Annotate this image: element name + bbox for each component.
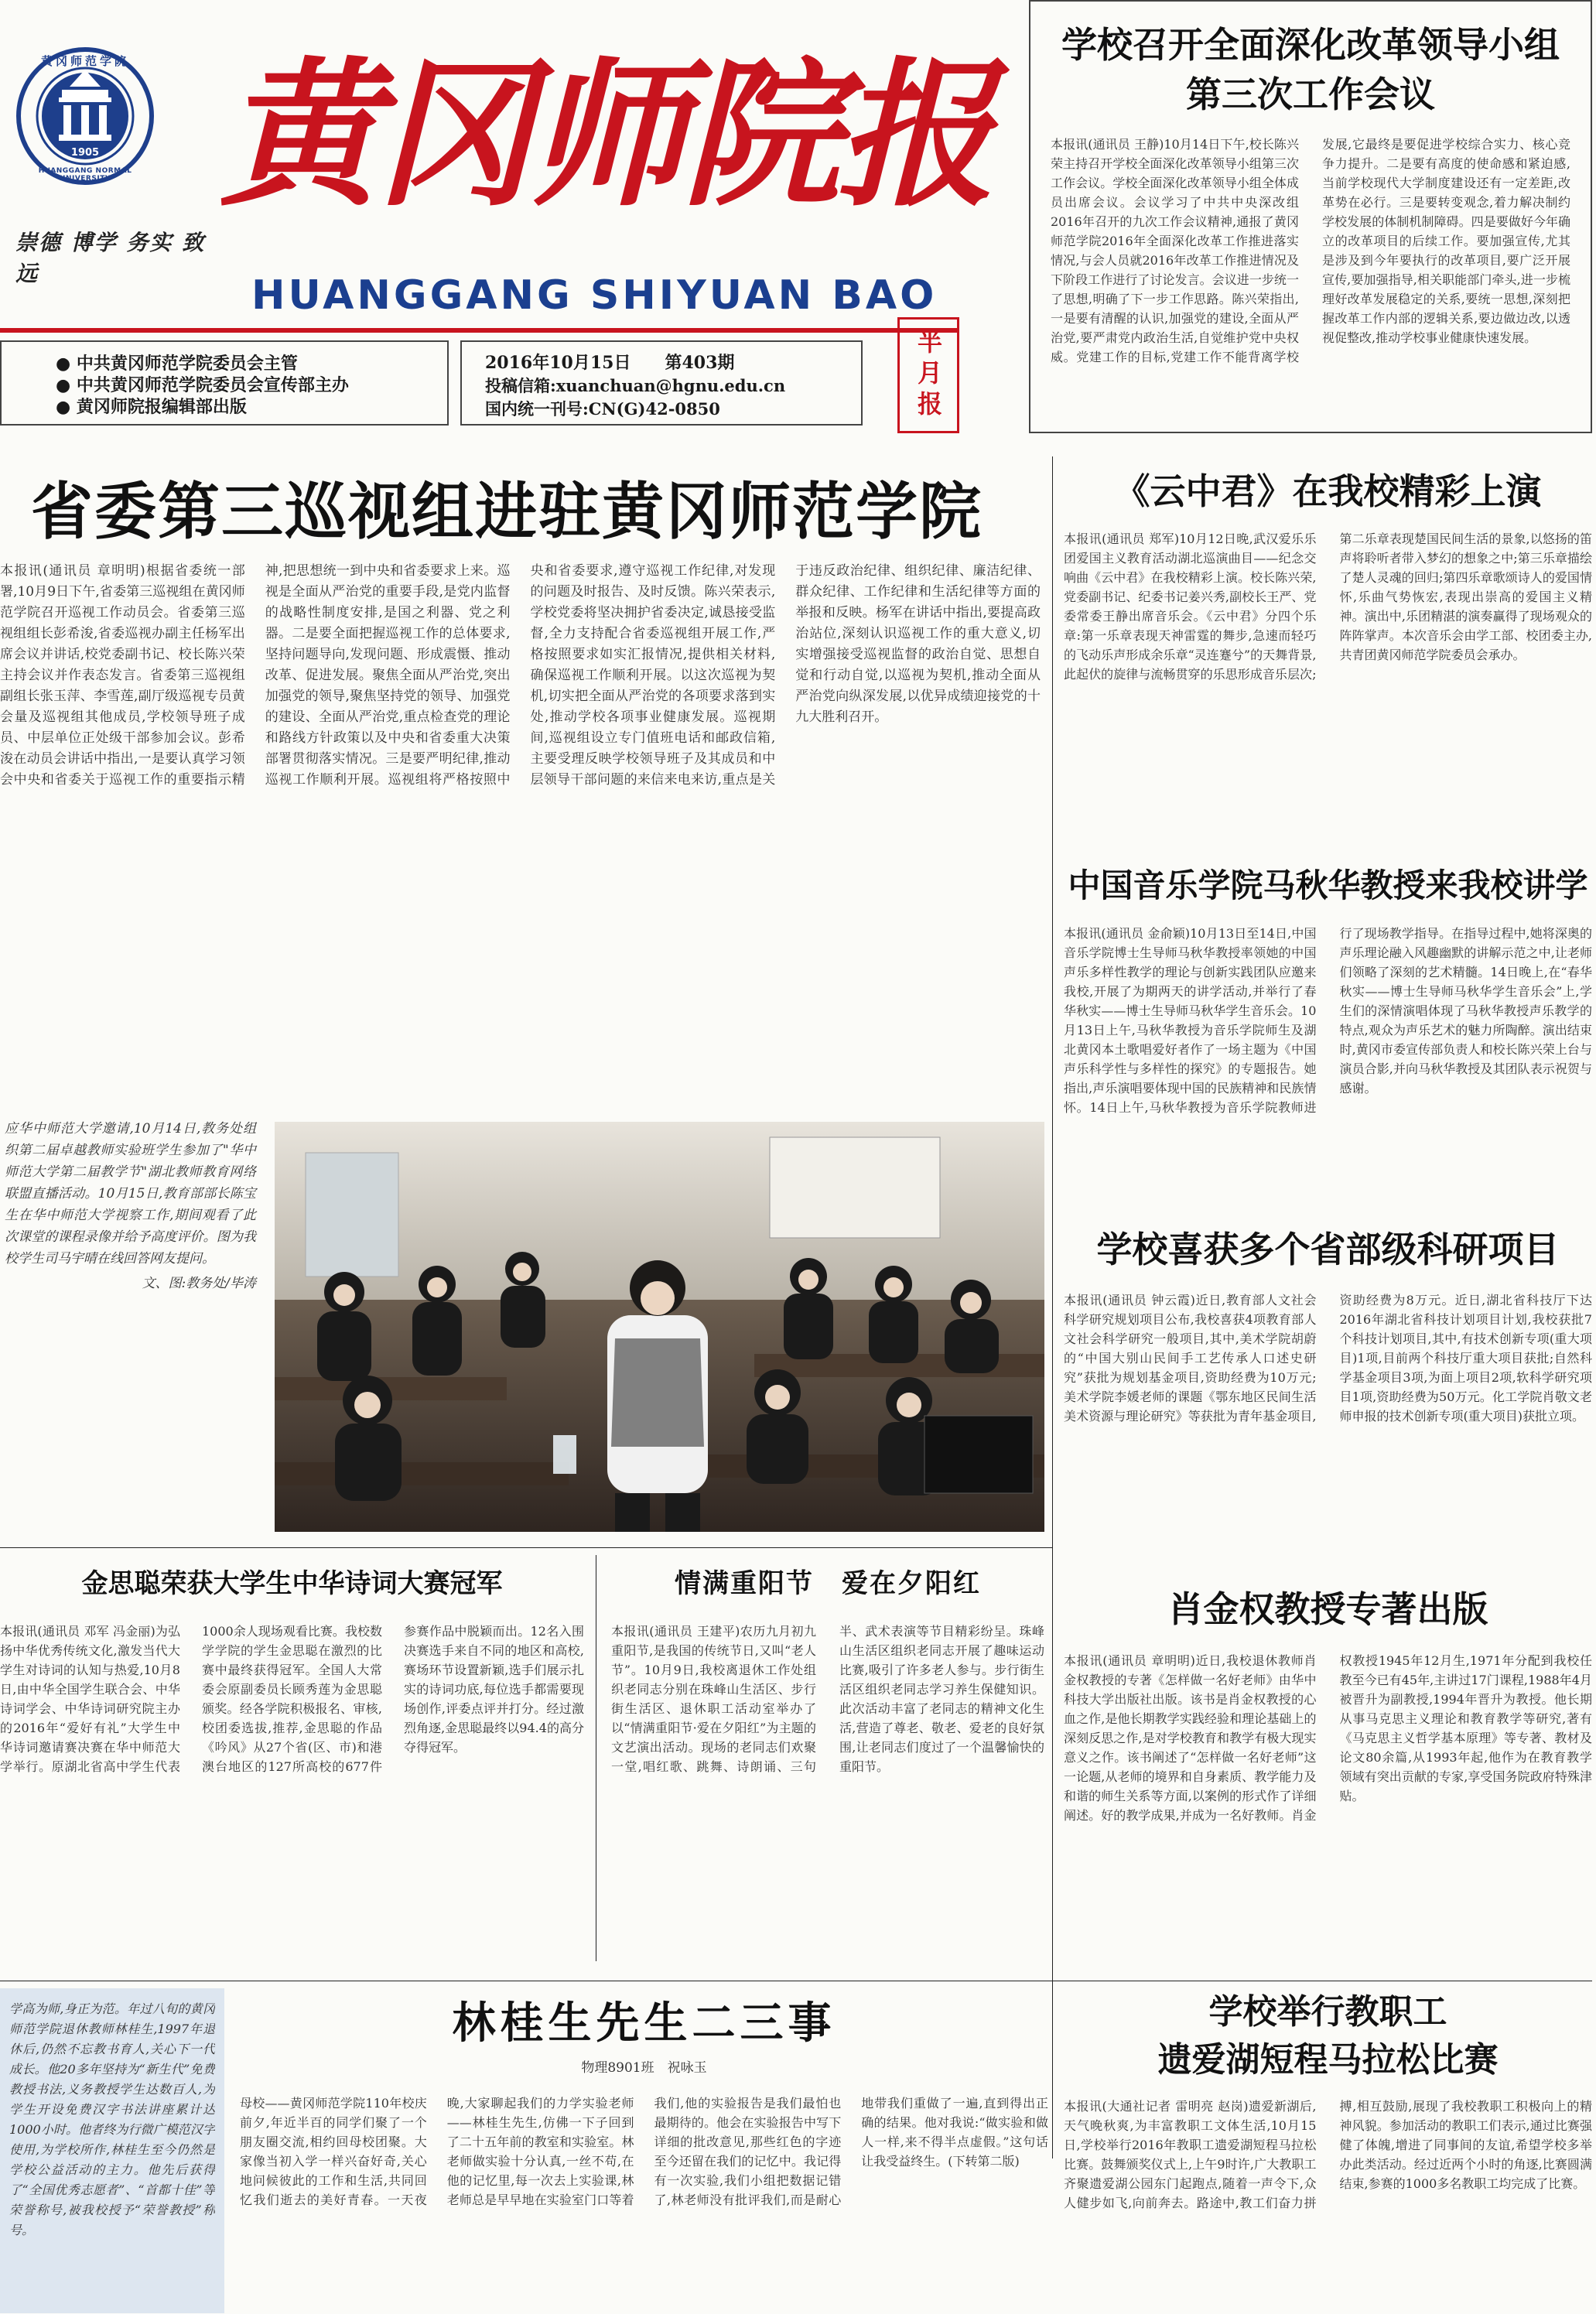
chongyang-title: 情满重阳节 爱在夕阳红 — [675, 1568, 981, 1599]
linguisheng-byline: 物理8901班 祝咏玉 — [581, 2060, 707, 2076]
marathon-title-2: 遗爱湖短程马拉松比赛 — [1157, 2040, 1499, 2080]
marathon-title-1: 学校举行教职工 — [1208, 1992, 1447, 2032]
chongyang-body: 本报讯(通讯员 王建平)农历九月初九重阳节,是我国的传统节日,又叫“老人节”。10月9日,我校离退休工作处组织老同志分别在珠峰山生活区、步行街生活区、退休职工活动室举办了以“情满重阳节·爱在夕阳红”为主题的文艺演出活动。现场的老同志们欢聚一堂,唱红歌、跳舞、诗朗诵、三句半、武术表演等节目精彩纷呈。珠峰山生活区组织老同志开展了趣味运动比赛,吸引了许多老人参与。步行街生活区组织老同志学习养生保健知识。此次活动丰富了老同志的精神文化生活,营造了尊老、敬老、爱老的良好氛围,让老同志们度过了一个温馨愉快的重阳节。 — [611, 1624, 1044, 1774]
cn-number: 国内统一刊号:CN(G)42-0850 — [485, 399, 720, 419]
yunzhongjun-article — [1064, 464, 1592, 797]
sponsor-line-2: ● 中共黄冈师范学院委员会宣传部主办 — [56, 375, 349, 395]
linguisheng-body: 母校——黄冈师范学院110年校庆前夕,年近半百的同学们聚了一个朋友圈交流,相约回母校团聚。大家像当初入学一样兴奋好奇,关心地问候彼此的工作和生活,共同回忆我们逝去的美好青春。一天夜晚,大家聊起我们的力学实验老师——林桂生先生,仿佛一下子回到了二十五年前的教室和实验室。林老师做实验十分认真,一丝不苟,在他的记忆里,每一次去上实验课,林老师总是早早地在实验室门口等着我们,他的实验报告是我们最怕也最期待的。他会在实验报告中写下详细的批改意见,那些红色的字迹至今还留在我们的记忆中。我记得有一次实验,我们小组把数据记错了,林老师没有批评我们,而是耐心地带我们重做了一遍,直到得出正确的结果。他对我说:“做实验和做人一样,来不得半点虚假。”这句话让我受益终生。(下转第二版) — [240, 2096, 1048, 2207]
linguisheng-title: 林桂生先生二三事 — [452, 1998, 836, 2049]
lead-article — [0, 453, 1052, 1106]
chongyang-article — [611, 1555, 1044, 1973]
seal-school-name: 黄冈师范学院 — [40, 54, 129, 68]
sponsor-box — [0, 340, 449, 426]
maqiuhua-article — [1064, 859, 1592, 1199]
reform-meeting-title-1: 学校召开全面深化改革领导小组 — [1061, 24, 1560, 66]
school-motto: 崇德 博学 务实 致远 — [15, 230, 206, 286]
reform-meeting-body: 本报讯(通讯员 王静)10月14日下午,校长陈兴荣主持召开学校全面深化改革领导小组第三次工作会议。学校全面深化改革领导小组全体成员出席会议。会议学习了中共中央深改组2016年召开的九次工作会议精神,通报了黄冈师范学院2016年全面深化改革工作推进落实情况,与会人员就2016年改革工作推进情况及下阶段工作进行了讨论发言。会议进一步统一了思想,明确了下一步工作思路。陈兴荣指出,一是要有清醒的认识,加强党的建设,全面从严治党,要严肃党内政治生活,自觉维护党中央权威。党建工作的目标,党建工作不能背离学校发展,它最终是要促进学校综合实力、核心竞争力提升。二是要有高度的使命感和紧迫感,当前学校现代大学制度建设还有一定差距,改革势在必行。三是要转变观念,着力解决制约学校发展的体制机制障碍。四是要做好今年确立的改革项目的后续工作。要加强宣传,尤其是涉及到今年要执行的改革项目,要广泛开展宣传,要加强指导,相关职能部门牵头,进一步梳理好改革发展稳定的关系,要统一思想,深刻把握改革工作内部的逻辑关系,要边做边改,以透视促整改,推动学校事业健康快速发展。 — [1051, 137, 1570, 364]
lead-headline: 省委第三巡视组进驻黄冈师范学院 — [31, 476, 983, 548]
linguisheng-sidebar-text: 学高为师,身正为范。年过八旬的黄冈师范学院退休教师林桂生,1997年退休后,仍然不忘教书育人,关心下一代成长。他20多年坚持为“新生代”免费教授书法,义务教授学生达数百人,为学生开设免费汉字书法讲座累计达1000小时。他者终为行微广模范汉字使用,为学校所作,林桂生至今仍然是学校公益活动的主力。他先后获得了“全国优秀志愿者”、“首都十佳”等荣誉称号,被我校授予“荣誉教授”称号。 — [9, 2001, 215, 2237]
research-projects-article — [1064, 1222, 1592, 1563]
issue-info-box — [460, 340, 863, 426]
reform-meeting-article — [1029, 0, 1592, 433]
seal-year: 1905 — [70, 147, 100, 159]
frequency-box — [897, 317, 959, 433]
photo-credit: 文、图:教务处/毕涛 — [142, 1276, 256, 1291]
masthead-red-rule — [0, 328, 959, 333]
jinsicong-article — [0, 1555, 584, 1973]
photo-caption: 应华中师范大学邀请,10月14日,教务处组织第二届卓越教师实验班学生参加了"华中师范大学第二届教学节"湖北教师教育网络联盟直播活动。10月15日,教育部部长陈宝生在华中师范大学视察工作,期间观看了此次课堂的课程录像并给予高度评价。图为我校学生司马宇晴在线回答网友提问。 — [5, 1121, 256, 1266]
jinsicong-title: 金思聪荣获大学生中华诗词大赛冠军 — [81, 1568, 503, 1599]
frequency-label: 半月报 — [914, 329, 943, 422]
issue-date: 2016年10月15日 第403期 — [485, 353, 735, 373]
mid-row-top-rule — [0, 1547, 1052, 1548]
xiaojinquan-title: 肖金权教授专著出版 — [1167, 1588, 1488, 1630]
xiaojinquan-body: 本报讯(通讯员 章明明)近日,我校退休教师肖金权教授的专著《怎样做一名好老师》由华中科技大学出版社出版。该书是肖金权教授的心血之作,是他长期教学实践经验和理论基础上的深刻反思之作,是对学校教育和教学有极大现实意义之作。该书阐述了“怎样做一名好老师”这一论题,从老师的境界和自身素质、教学能力及和谐的师生关系等方面,以案例的形式作了详细阐述。好的教学成果,并成为一名好教师。肖金权教授1945年12月生,1971年分配到我校任教至今已有45年,主讲过17门课程,1988年4月被晋升为副教授,1994年晋升为教授。他长期从事马克思主义理论和教育教学等研究,著有《马克思主义哲学基本原理》等专著、教材及论文80余篇,从1993年起,他作为在教育教学领域有突出贡献的专家,享受国务院政府特殊津贴。 — [1064, 1653, 1592, 1823]
photo-caption-block — [0, 1110, 267, 1543]
sponsor-line-3: ● 黄冈师院报编辑部出版 — [56, 397, 247, 417]
research-projects-body: 本报讯(通讯员 钟云霞)近日,教育部人文社会科学研究规划项目公布,我校喜获4项教育部人文社会科学研究一般项目,其中,美术学院胡蔚的“中国大别山民间手工艺传承人口述史研究”获批为规划基金项目,资助经费为10万元;美术学院李媛老师的课题《鄂东地区民间生活美术资源与理论研究》等获批为青年基金项目,资助经费为8万元。近日,湖北省科技厅下达2016年湖北省科技计划项目计划,我校获批7个科技计划项目,其中,有技术创新专项(重大项目)1项,目前两个科技厅重大项目获批;自然科学基金项目3项,为面上项目2项,软科学研究项目1项,资助经费为50万元。化工学院肖敬文老师申报的技术创新专项(重大项目)获批立项。 — [1064, 1293, 1592, 1424]
jinsicong-body: 本报讯(通讯员 邓军 冯金丽)为弘扬中华优秀传统文化,激发当代大学生对诗词的认知与热爱,10月8日,由中华全国学生联合会、中华诗词学会、中华诗词研究院主办的2016年“爱好有礼”大学生中华诗词邀请赛决赛在华中师范大学举行。原湖北省高中学生代表1000余人现场观看比赛。我校数学学院的学生金思聪在激烈的比赛中最终获得冠军。全国人大常委会原副委员长顾秀莲为金思聪颁奖。经各学院积极报名、审核,校团委选拔,推荐,金思聪的作品《吟风》从27个省(区、市)和港澳台地区的127所高校的677件参赛作品中脱颖而出。12名入围决赛选手来自不同的地区和高校,赛场环节设置新颖,选手们展示扎实的诗词功底,每位选手都需要现场创作,评委点评并打分。经过激烈角逐,金思聪最终以94.4的高分夺得冠军。 — [0, 1624, 584, 1774]
research-projects-title: 学校喜获多个省部级科研项目 — [1096, 1229, 1560, 1270]
school-seal — [15, 46, 155, 186]
lead-divider-right — [1052, 456, 1053, 2158]
yunzhongjun-title: 《云中君》在我校精彩上演 — [1114, 470, 1542, 512]
marathon-article — [1064, 1988, 1592, 2313]
maqiuhua-body: 本报讯(通讯员 金俞颖)10月13日至14日,中国音乐学院博士生导师马秋华教授率领她的中国声乐多样性教学的理论与创新实践团队应邀来我校,开展了为期两天的讲学活动,并举行了春华秋实——博士生导师马秋华学生音乐会。10月13日上午,马秋华教授为音乐学院师生及湖北黄冈本土歌唱爱好者作了一场主题为《中国声乐科学性与多样性的探究》的专题报告。她指出,声乐演唱要体现中国的民族精神和民族情怀。14日上午,马秋华教授为音乐学院教师进行了现场教学指导。在指导过程中,她将深奥的声乐理论融入风趣幽默的讲解示范之中,让老师们领略了深刻的艺术精髓。14日晚上,在“春华秋实——博士生导师马秋华学生音乐会”上,学生们的深情演唱体现了马秋华教授声乐教学的特点,观众为声乐艺术的魅力所陶醉。演出结束时,黄冈市委宣传部负责人和校长陈兴荣上台与演员合影,并向马秋华教授及其团队表示祝贺与感谢。 — [1064, 926, 1592, 1115]
lead-body: 本报讯(通讯员 章明明)根据省委统一部署,10月9日下午,省委第三巡视组在黄冈师范学院召开巡视工作动员会。省委第三巡视组组长彭希浚,省委巡视办副主任杨军出席会议并讲话,校党委副书记、校长陈兴荣主持会议并作表态发言。省委第三巡视组副组长张玉萍、李雪莲,副厅级巡视专员黄会量及巡视组其他成员,学校领导班子成员、中层单位正处级干部参加会议。彭希浚在动员会讲话中指出,一是要认真学习领会中央和省委关于巡视工作的重要指示精神,把思想统一到中央和省委要求上来。巡视是全面从严治党的重要手段,是党内监督的战略性制度安排,是国之利器、党之利器。二是要全面把握巡视工作的总体要求,坚持问题导向,发现问题、形成震慑、推动改革、促进发展。聚焦全面从严治党,突出加强党的领导,聚焦坚持党的领导、加强党的建设、全面从严治党,重点检查党的理论和路线方针政策以及中央和省委重大决策部署贯彻落实情况。三是要严明纪律,推动巡视工作顺利开展。巡视组将严格按照中央和省委要求,遵守巡视工作纪律,对发现的问题及时报告、及时反馈。陈兴荣表示,学校党委将坚决拥护省委决定,诚恳接受监督,全力支持配合省委巡视组开展工作,严格按照要求如实汇报情况,提供相关材料,确保巡视工作顺利开展。以这次巡视为契机,切实把全面从严治党的各项要求落到实处,推动学校各项事业健康发展。巡视期间,巡视组设立专门值班电话和邮政信箱,主要受理反映学校领导班子及其成员和中层领导干部问题的来信来电来访,重点是关于违反政治纪律、组织纪律、廉洁纪律、群众纪律、工作纪律和生活纪律等方面的举报和反映。杨军在讲话中指出,要提高政治站位,深刻认识巡视工作的重大意义,切实增强接受巡视监督的政治自觉、思想自觉和行动自觉,以巡视为契机,推动全面从严治党向纵深发展,以优异成绩迎接党的十九大胜利召开。 — [0, 563, 1041, 788]
newspaper-title: 黄冈师院报 — [220, 43, 990, 228]
reform-meeting-title-2: 第三次工作会议 — [1186, 73, 1435, 115]
marathon-body: 本报讯(大通社记者 雷明亮 赵岗)遗爱新湖后,天气晚秋爽,为丰富教职工文体生活,10月15日,学校举行2016年教职工遗爱湖短程马拉松比赛。鼓舞颁奖仪式上,上午9时许,广大教职工齐聚遗爱湖公园东门起跑点,随着一声令下,众人健步如飞,向前奔去。路途中,教工们奋力拼搏,相互鼓励,展现了我校教职工积极向上的精神风貌。参加活动的教职工们表示,通过比赛强健了体魄,增进了同事间的友谊,希望学校多举办此类活动。经过近两个小时的角逐,比赛圆满结束,参赛的1000多名教职工均完成了比赛。 — [1064, 2099, 1592, 2210]
xiaojinquan-article — [1064, 1578, 1592, 1981]
classroom-photo — [275, 1122, 1044, 1532]
maqiuhua-title: 中国音乐学院马秋华教授来我校讲学 — [1068, 866, 1588, 904]
submission-email: 投稿信箱:xuanchuan@hgnu.edu.cn — [485, 376, 786, 395]
linguisheng-article — [240, 1988, 1048, 2313]
yunzhongjun-body: 本报讯(通讯员 郑军)10月12日晚,武汉爱乐乐团爱国主义教育活动湖北巡演曲目——纪念交响曲《云中君》在我校精彩上演。校长陈兴荣,党委副书记、纪委书记姜兴秀,副校长王严、党委常委王静出席音乐会。《云中君》分四个乐章:第一乐章表现天神雷霆的舞步,急速而轻巧的飞动乐声形成余乐章“灵连蹇兮”的天舞背景,此起伏的旋律与流畅贯穿的乐思形成音乐层次;第二乐章表现楚国民间生活的景象,以悠扬的笛声将聆听者带入梦幻的想象之中;第三乐章描绘了楚人灵魂的回归;第四乐章歌颂诗人的爱国情怀,乐曲气势恢宏,表现出崇高的爱国主义精神。演出中,乐团精湛的演奏赢得了现场观众的阵阵掌声。本次音乐会由学工部、校团委主办,共青团黄冈师范学院委员会承办。 — [1064, 532, 1592, 682]
sponsor-line-1: ● 中共黄冈师范学院委员会主管 — [56, 354, 298, 374]
seal-english-name: HUANGGANG NORMAL UNIVERSITY — [38, 167, 132, 183]
pinyin-title: HUANGGANG SHIYUAN BAO — [251, 272, 938, 319]
masthead — [0, 0, 1021, 449]
linguisheng-sidebar — [0, 1988, 224, 2313]
